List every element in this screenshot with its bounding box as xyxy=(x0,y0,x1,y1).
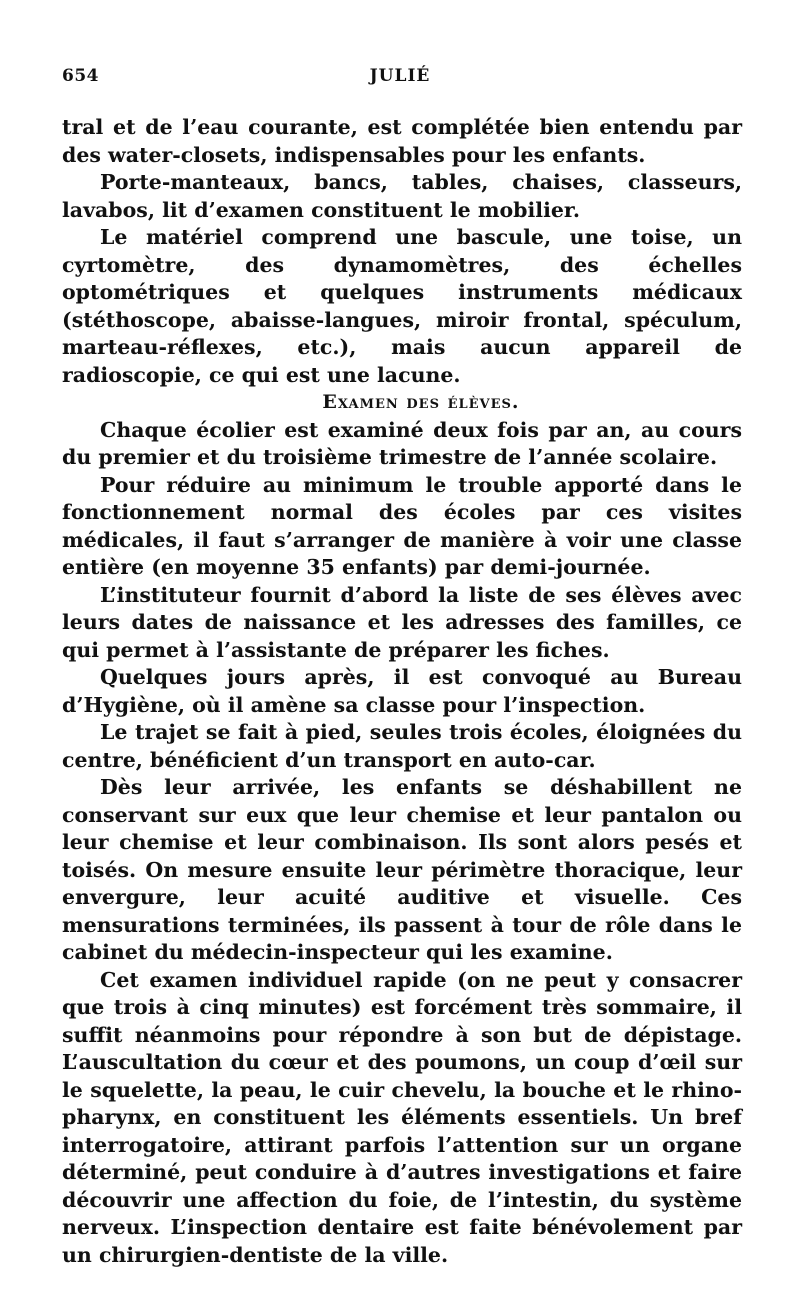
section-heading: Examen des élèves. xyxy=(322,391,520,413)
paragraph: L’instituteur fournit d’abord la liste de ses élèves avec leurs dates de naissance et les adresses des familles, ce qui permet à l’assistante de préparer les fiches. xyxy=(62,582,742,662)
paragraph: Le trajet se fait à pied, seules trois écoles, éloignées du centre, bénéficient d’un transport en auto-car. xyxy=(62,720,742,772)
paragraph: Le matériel comprend une bascule, une toise, un cyrtomètre, des dynamomètres, des échelles optométriques et quelques instruments médicaux (stéthoscope, abaisse-langues, miroir frontal, spéculum, marteau-réflexes, etc.), mais aucun appareil de radioscopie, ce qui est une lacune. xyxy=(62,225,742,387)
paragraph: Quelques jours après, il est convoqué au Bureau d’Hygiène, où il amène sa classe pour l’inspection. xyxy=(62,665,742,717)
paragraph: tral et de l’eau courante, est complétée bien entendu par des water-closets, indispensables pour les enfants. xyxy=(62,115,742,167)
paragraph: Porte-manteaux, bancs, tables, chaises, classeurs, lavabos, lit d’examen constituent le mobilier. xyxy=(62,170,742,222)
page-number: 654 xyxy=(62,66,99,86)
paragraph: Pour réduire au minimum le trouble apporté dans le fonctionnement normal des écoles par ces visites médicales, il faut s’arranger de manière à voir une classe entière (en moyenne 35 enfants) par demi-journée. xyxy=(62,472,742,579)
paragraph: Dès leur arrivée, les enfants se déshabillent ne conservant sur eux que leur chemise et leur pantalon ou leur chemise et leur combinaison. Ils sont alors pesés et toisés. On mesure ensuite leur périmètre thoracique, leur envergure, leur acuité auditive et visuelle. Ces mensurations terminées, ils passent à tour de rôle dans le cabinet du médecin-inspecteur qui les examine. xyxy=(62,775,742,964)
paragraph: Cet examen individuel rapide (on ne peut y consacrer que trois à cinq minutes) est forcément très sommaire, il suffit néanmoins pour répondre à son but de dépistage. L’auscultation du cœur et des poumons, un coup d’œil sur le squelette, la peau, le cuir chevelu, la bouche et le rhino-pharynx, en constituent les éléments essentiels. Un bref interrogatoire, attirant parfois l’attention sur un organe déterminé, peut conduire à d’autres investigations et faire découvrir une affection du foie, de l’intestin, du système nerveux. L’inspection dentaire est faite bénévolement par un chirurgien-dentiste de la ville. xyxy=(62,967,742,1267)
paragraph: Chaque écolier est examiné deux fois par an, au cours du premier et du troisième trimestre de l’année scolaire. xyxy=(62,417,742,469)
body-text xyxy=(62,114,742,1269)
running-head: JULIÉ xyxy=(369,66,431,86)
page-header xyxy=(62,66,738,90)
